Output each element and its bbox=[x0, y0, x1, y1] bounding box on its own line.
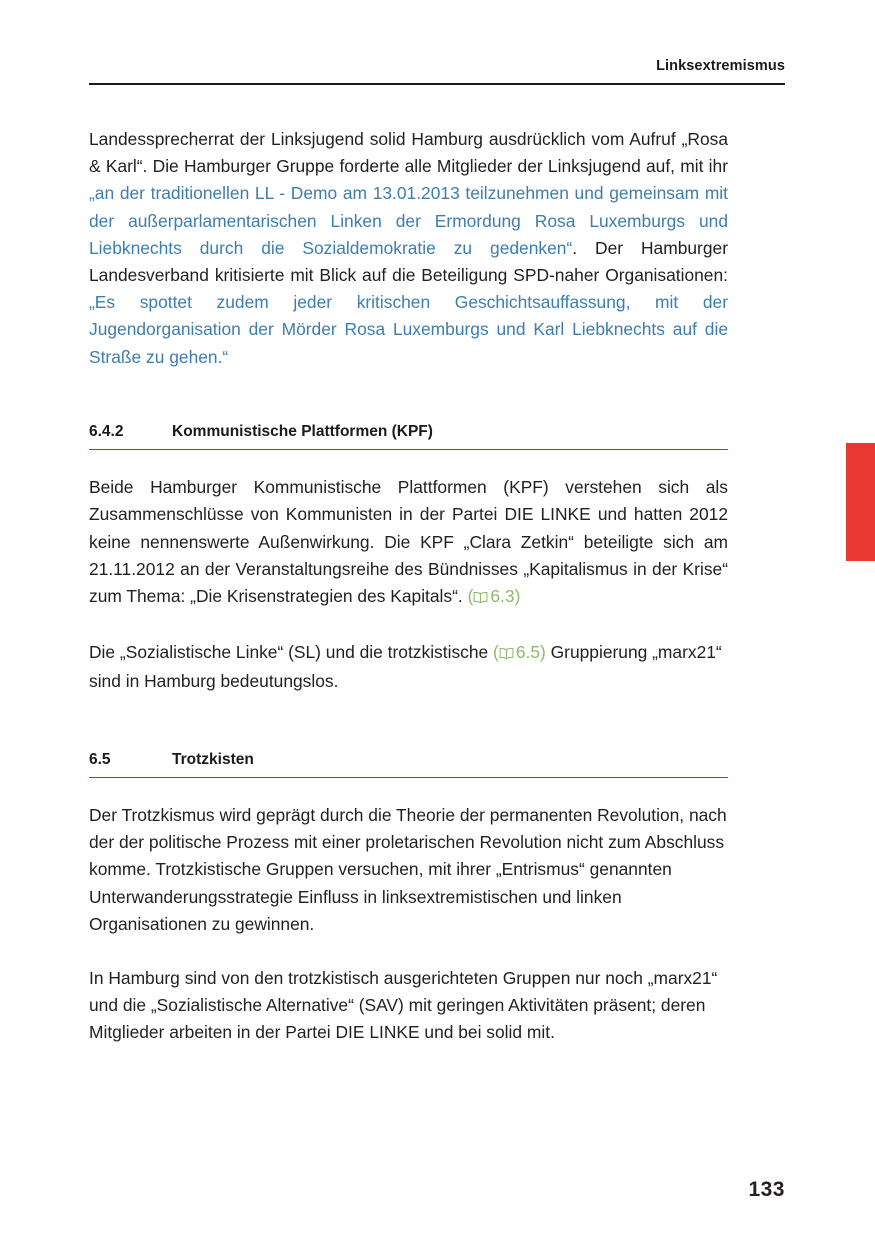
section-title-6-4-2: Kommunistische Plattformen (KPF) bbox=[172, 422, 433, 440]
xref-target-6-5: 6.5 bbox=[515, 642, 540, 663]
paragraph-kpf bbox=[89, 474, 728, 612]
paragraph-trotzkismus: Der Trotzkismus wird geprägt durch die Theorie der permanenten Revolution, nach der der politische Prozess mit einer proletarischen Revolution nicht zum Abschluss komme. Trotzkistische Gruppen versuchen, mit ihrer „Entrismus“ genannten Unterwanderungsstrategie Einfluss in linksextremistischen und linken Organisationen zu gewinnen. bbox=[89, 805, 727, 934]
chapter-edge-tab bbox=[846, 443, 875, 561]
section-title-6-5: Trotzkisten bbox=[172, 750, 254, 768]
paragraph-1-quote-1: „an der traditionellen LL - Demo am 13.01.2013 teilzunehmen und gemeinsam mit der außerparlamentarischen Linken der Ermordung Rosa Luxemburgs und Liebknechts durch die Sozialdemokratie zu gedenken“ bbox=[89, 183, 728, 258]
paragraph-3-before-text: Die „Sozialistische Linke“ (SL) und die trotzkistische bbox=[89, 642, 494, 663]
xref-close-paren: ) bbox=[540, 642, 546, 663]
paragraph-2-text: Beide Hamburger Kommunistische Plattformen (KPF) verstehen sich als Zusammenschlüsse von Kommunisten in der Partei DIE LINKE und hatten 2012 keine nennenswerte Außenwirkung. Die KPF „Clara Zetkin“ beteiligte sich am 21.11.2012 an der Veranstaltungsreihe des Bündnisses „Kapitalismus in der Krise“ zum Thema: „Die Krisenstrategien des Kapitals“. bbox=[89, 477, 728, 607]
xref-open-paren: ( bbox=[467, 586, 474, 607]
cross-reference-6-3[interactable] bbox=[468, 586, 521, 606]
spacer bbox=[89, 450, 728, 474]
cross-reference-6-5[interactable] bbox=[493, 642, 546, 662]
section-heading-6-4-2 bbox=[89, 422, 728, 449]
paragraph-1-lead-text: Landessprecherrat der Linksjugend solid Hamburg ausdrücklich vom Aufruf „Rosa & Karl“. Die Hamburger Gruppe forderte alle Mitglieder der Linksjugend auf, mit ihr bbox=[89, 129, 728, 177]
spacer bbox=[89, 938, 728, 965]
open-book-icon bbox=[499, 641, 514, 668]
spacer bbox=[89, 696, 728, 750]
running-header-title: Linksextremismus bbox=[656, 58, 785, 74]
xref-target-6-3: 6.3 bbox=[490, 586, 515, 607]
paragraph-sozialistische-linke bbox=[89, 639, 728, 695]
paragraph-hamburg-gruppen: In Hamburg sind von den trotzkistisch ausgerichteten Gruppen nur noch „marx21“ und die „Sozialistische Alternative“ (SAV) mit geringen Aktivitäten präsent; deren Mitglieder arbeiten in der Partei DIE LINKE und bei solid mit. bbox=[89, 968, 718, 1043]
paragraph-linksjugend bbox=[89, 126, 728, 371]
paragraph-1-quote-2: „Es spottet zudem jeder kritischen Geschichtsauffassung, mit der Jugendorganisation der Mörder Rosa Luxemburgs und Karl Liebknechts auf die Straße zu gehen.“ bbox=[89, 292, 728, 367]
spacer bbox=[89, 778, 728, 802]
header-divider-rule bbox=[89, 83, 785, 85]
xref-open-paren: ( bbox=[493, 642, 499, 663]
paragraph-1-middle-text: . Der Hamburger Landesverband kritisierte mit Blick auf die Beteiligung SPD-naher Organisationen: bbox=[89, 237, 728, 286]
section-number-6-5: 6.5 bbox=[89, 750, 111, 768]
paragraph-3-after-text: Gruppierung „marx21“ sind in Hamburg bedeutungslos. bbox=[89, 642, 722, 692]
page-number: 133 bbox=[748, 1178, 785, 1201]
open-book-icon bbox=[473, 585, 488, 612]
spacer bbox=[89, 612, 728, 639]
content-column bbox=[89, 126, 728, 1047]
section-heading-6-5 bbox=[89, 750, 728, 777]
xref-close-paren: ) bbox=[514, 586, 521, 607]
spacer bbox=[89, 371, 728, 422]
section-number-6-4-2: 6.4.2 bbox=[89, 422, 124, 440]
